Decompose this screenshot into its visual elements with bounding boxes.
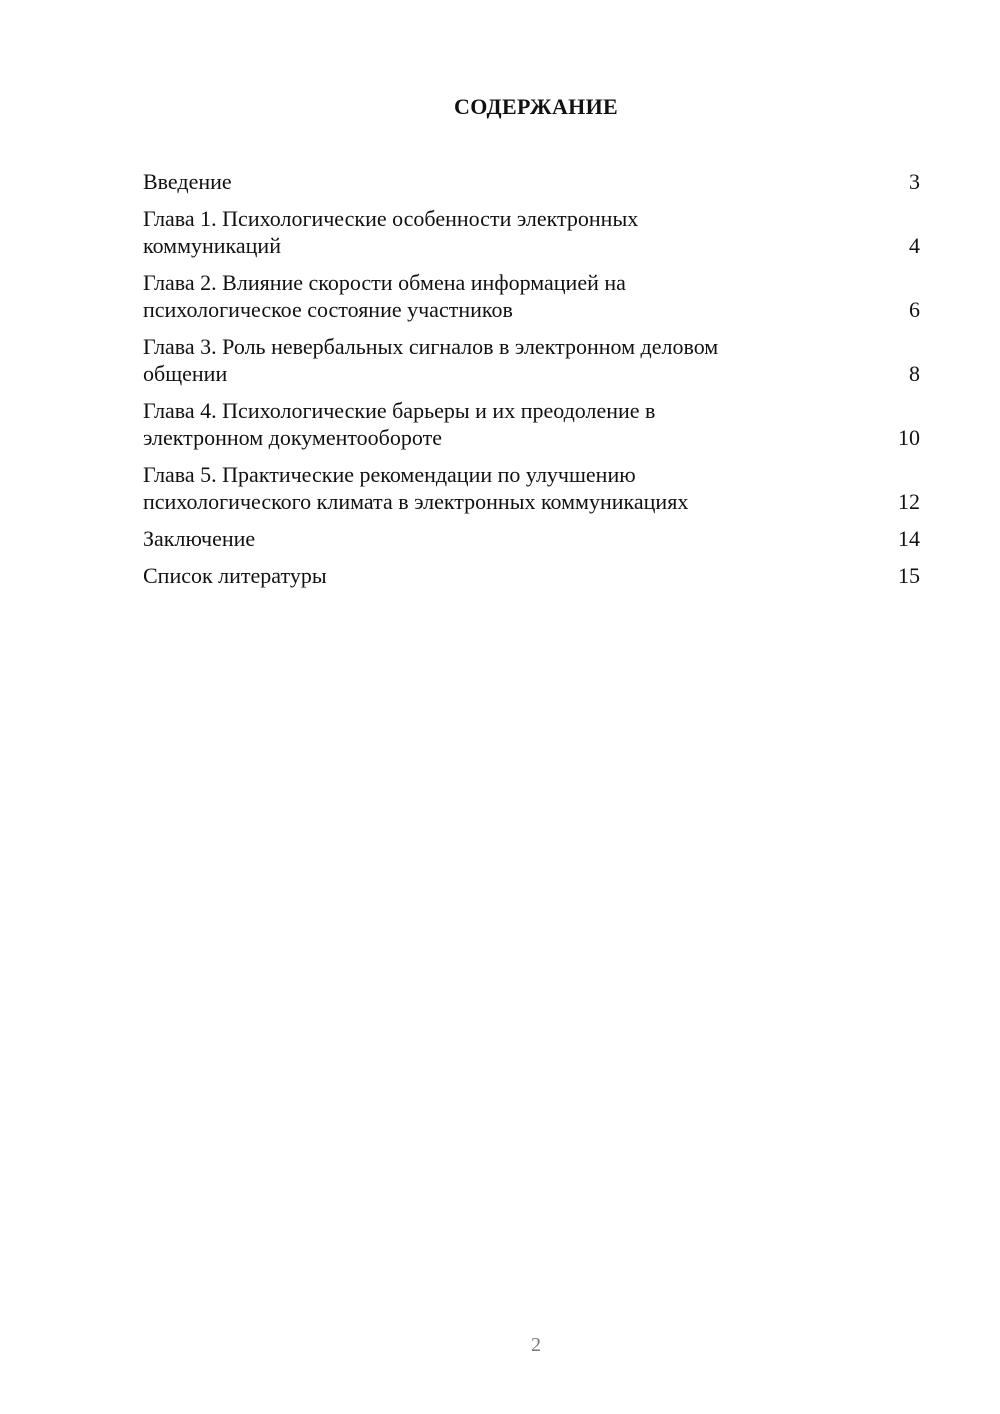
toc-entry-line: психологического климата в электронных коммуникациях — [143, 489, 689, 514]
toc-entry-page: 15 — [898, 563, 920, 588]
toc-entry-text — [143, 562, 898, 589]
toc-entry-line: Глава 4. Психологические барьеры и их преодоление в — [143, 398, 656, 423]
toc-entry-text — [143, 397, 898, 451]
table-of-contents — [143, 168, 920, 599]
toc-entry-chapter-4 — [143, 397, 920, 451]
toc-entry-line: Заключение — [143, 526, 256, 551]
toc-entry-text — [143, 525, 898, 552]
toc-entry-page: 8 — [909, 361, 920, 386]
toc-entry-line: коммуникаций — [143, 233, 281, 258]
toc-entry-page: 12 — [898, 489, 920, 514]
toc-entry-text — [143, 168, 909, 195]
toc-entry-line: Введение — [143, 169, 232, 194]
toc-entry-page: 6 — [909, 297, 920, 322]
toc-entry-line: Глава 2. Влияние скорости обмена информацией на — [143, 270, 626, 295]
toc-entry-line: психологическое состояние участников — [143, 297, 513, 322]
toc-entry-introduction — [143, 168, 920, 195]
toc-entry-page: 4 — [909, 233, 920, 258]
toc-entry-line: Список литературы — [143, 563, 327, 588]
toc-entry-text — [143, 269, 909, 323]
toc-entry-page: 14 — [898, 526, 920, 551]
toc-entry-line: Глава 5. Практические рекомендации по улучшению — [143, 462, 636, 487]
toc-entry-line: Глава 1. Психологические особенности электронных — [143, 206, 639, 231]
toc-entry-line: общении — [143, 361, 228, 386]
toc-entry-line: Глава 3. Роль невербальных сигналов в электронном деловом — [143, 334, 719, 359]
toc-entry-page: 3 — [909, 169, 920, 194]
toc-entry-page: 10 — [898, 425, 920, 450]
toc-entry-chapter-3 — [143, 333, 920, 387]
page-number: 2 — [531, 1334, 541, 1356]
page-title: СОДЕРЖАНИЕ — [454, 94, 618, 119]
toc-entry-line: электронном документообороте — [143, 425, 442, 450]
toc-entry-text — [143, 461, 898, 515]
toc-entry-chapter-5 — [143, 461, 920, 515]
toc-entry-text — [143, 333, 909, 387]
toc-entry-bibliography — [143, 562, 920, 589]
toc-entry-conclusion — [143, 525, 920, 552]
toc-entry-chapter-1 — [143, 205, 920, 259]
toc-entry-text — [143, 205, 909, 259]
toc-entry-chapter-2 — [143, 269, 920, 323]
